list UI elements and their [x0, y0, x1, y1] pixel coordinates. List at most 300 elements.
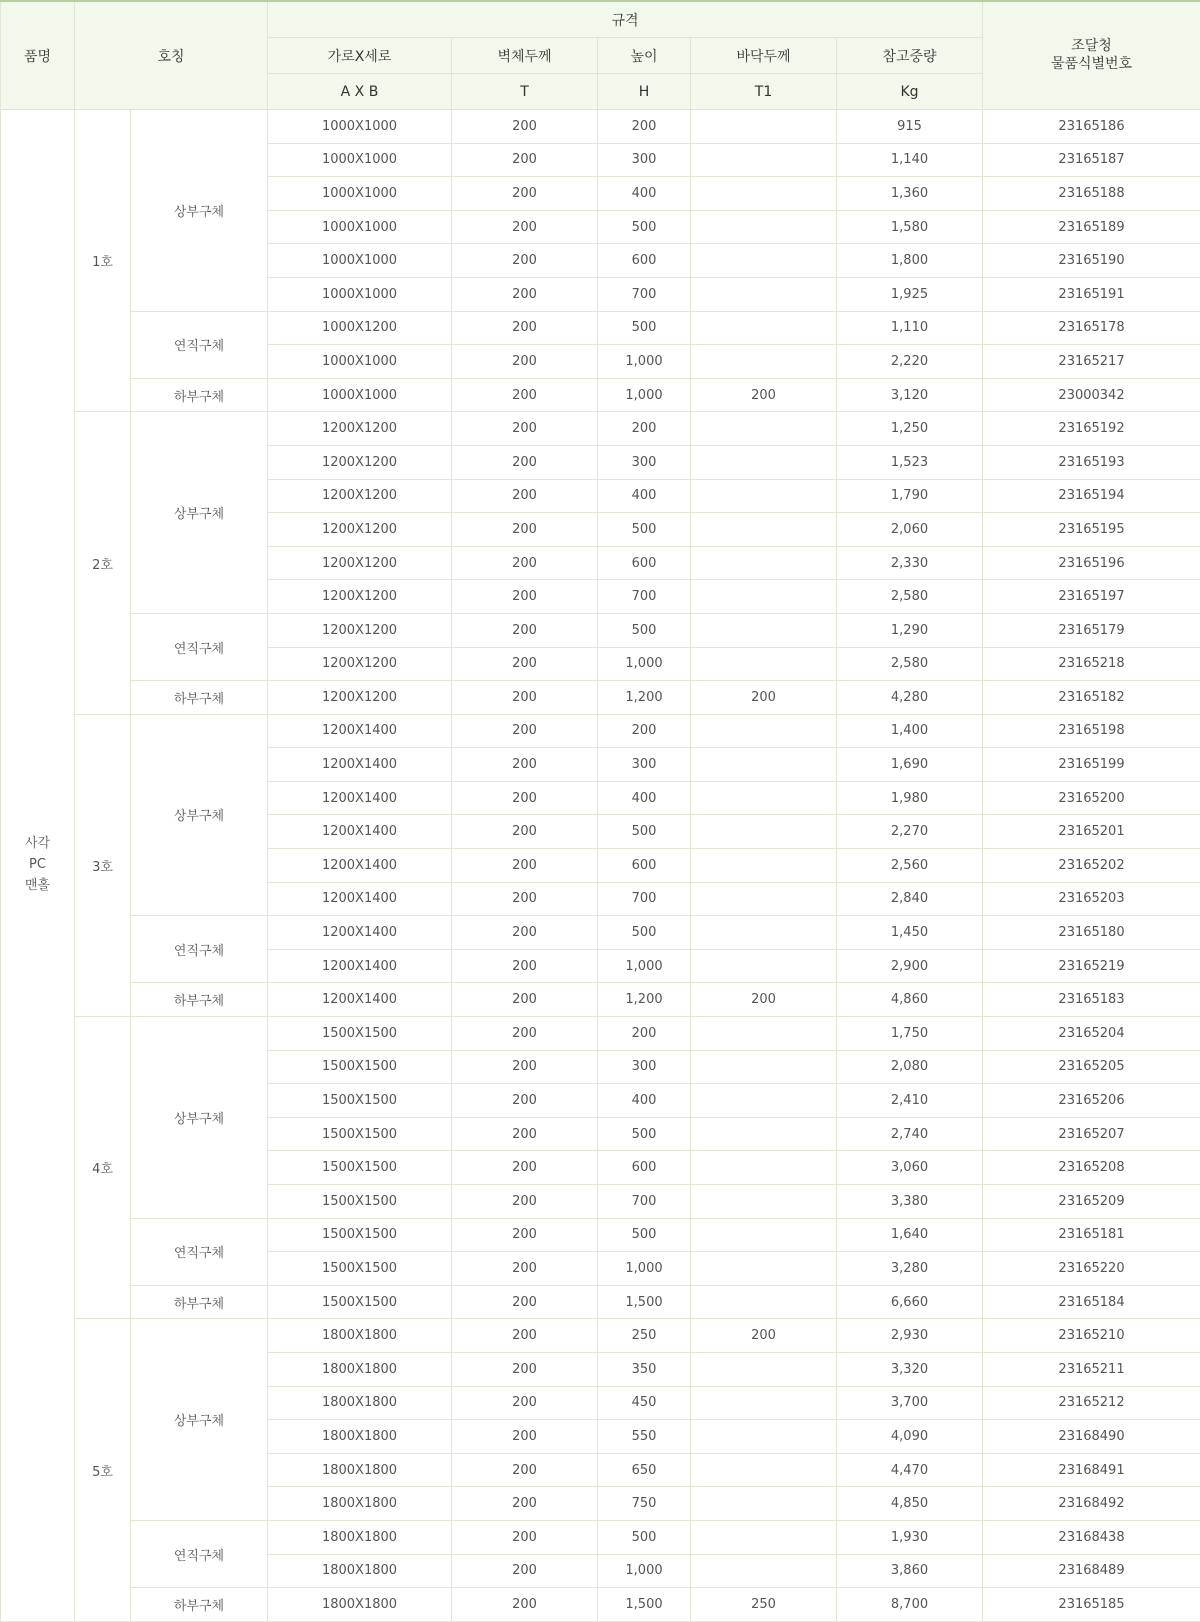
procurement-id-cell: 23165208	[983, 1151, 1200, 1185]
dimension-cell: 1500X1500	[268, 1117, 452, 1151]
wall-cell: 200	[452, 849, 598, 883]
wall-cell: 200	[452, 210, 598, 244]
dimension-cell: 1200X1200	[268, 412, 452, 446]
weight-cell: 3,060	[837, 1151, 983, 1185]
dimension-cell: 1000X1000	[268, 345, 452, 379]
weight-cell: 2,840	[837, 882, 983, 916]
height-cell: 700	[598, 882, 691, 916]
procurement-id-cell: 23165209	[983, 1185, 1200, 1219]
dimension-cell: 1200X1400	[268, 983, 452, 1017]
height-cell: 1,000	[598, 647, 691, 681]
height-cell: 450	[598, 1386, 691, 1420]
weight-cell: 1,250	[837, 412, 983, 446]
wall-cell: 200	[452, 748, 598, 782]
dimension-cell: 1800X1800	[268, 1319, 452, 1353]
dimension-cell: 1200X1400	[268, 882, 452, 916]
table-row	[1, 613, 1200, 647]
table-row	[1, 378, 1200, 412]
weight-cell: 1,930	[837, 1520, 983, 1554]
header-designation: 호칭	[75, 1, 268, 110]
floor-cell	[691, 546, 837, 580]
weight-cell: 8,700	[837, 1588, 983, 1622]
floor-cell	[691, 412, 837, 446]
dimension-cell: 1000X1000	[268, 143, 452, 177]
dimension-cell: 1200X1400	[268, 949, 452, 983]
floor-cell	[691, 1487, 837, 1521]
designation-cell: 4호	[75, 1017, 131, 1319]
dimension-cell: 1200X1400	[268, 815, 452, 849]
height-cell: 500	[598, 815, 691, 849]
header-weight: 참고중량	[837, 38, 983, 74]
weight-cell: 3,280	[837, 1252, 983, 1286]
height-cell: 1,200	[598, 983, 691, 1017]
wall-cell: 200	[452, 378, 598, 412]
procurement-id-cell: 23165212	[983, 1386, 1200, 1420]
procurement-id-cell: 23168438	[983, 1520, 1200, 1554]
procurement-id-cell: 23165190	[983, 244, 1200, 278]
wall-cell: 200	[452, 143, 598, 177]
height-cell: 700	[598, 277, 691, 311]
dimension-cell: 1500X1500	[268, 1151, 452, 1185]
weight-cell: 3,320	[837, 1352, 983, 1386]
floor-cell	[691, 748, 837, 782]
table-body	[1, 110, 1200, 1622]
floor-cell	[691, 1352, 837, 1386]
floor-cell	[691, 1252, 837, 1286]
height-cell: 500	[598, 1218, 691, 1252]
wall-cell: 200	[452, 1252, 598, 1286]
height-cell: 1,000	[598, 378, 691, 412]
table-row	[1, 681, 1200, 715]
wall-cell: 200	[452, 1017, 598, 1051]
weight-cell: 2,060	[837, 513, 983, 547]
procurement-id-cell: 23165220	[983, 1252, 1200, 1286]
floor-cell	[691, 849, 837, 883]
header-procurement-id	[983, 1, 1200, 110]
procurement-id-cell: 23000342	[983, 378, 1200, 412]
height-cell: 1,500	[598, 1285, 691, 1319]
dimension-cell: 1500X1500	[268, 1017, 452, 1051]
part-type-cell: 연직구체	[131, 916, 268, 983]
height-cell: 700	[598, 1185, 691, 1219]
height-cell: 300	[598, 1050, 691, 1084]
wall-cell: 200	[452, 1420, 598, 1454]
dimension-cell: 1000X1000	[268, 244, 452, 278]
dimension-cell: 1000X1000	[268, 177, 452, 211]
weight-cell: 1,790	[837, 479, 983, 513]
floor-cell	[691, 1554, 837, 1588]
height-cell: 1,000	[598, 1252, 691, 1286]
procurement-id-cell: 23165186	[983, 110, 1200, 144]
table-row	[1, 1218, 1200, 1252]
weight-cell: 4,470	[837, 1453, 983, 1487]
wall-cell: 200	[452, 916, 598, 950]
weight-cell: 2,330	[837, 546, 983, 580]
weight-cell: 1,290	[837, 613, 983, 647]
wall-cell: 200	[452, 177, 598, 211]
height-cell: 400	[598, 1084, 691, 1118]
header-weight-unit: Kg	[837, 74, 983, 110]
part-type-cell: 상부구체	[131, 1017, 268, 1219]
height-cell: 200	[598, 714, 691, 748]
weight-cell: 1,750	[837, 1017, 983, 1051]
height-cell: 500	[598, 1520, 691, 1554]
weight-cell: 2,740	[837, 1117, 983, 1151]
dimension-cell: 1000X1000	[268, 210, 452, 244]
procurement-id-cell: 23165181	[983, 1218, 1200, 1252]
procurement-id-cell: 23165197	[983, 580, 1200, 614]
part-type-cell: 상부구체	[131, 412, 268, 614]
weight-cell: 3,860	[837, 1554, 983, 1588]
weight-cell: 6,660	[837, 1285, 983, 1319]
weight-cell: 1,450	[837, 916, 983, 950]
procurement-id-cell: 23168491	[983, 1453, 1200, 1487]
height-cell: 700	[598, 580, 691, 614]
part-type-cell: 연직구체	[131, 1520, 268, 1587]
weight-cell: 2,930	[837, 1319, 983, 1353]
weight-cell: 1,690	[837, 748, 983, 782]
height-cell: 600	[598, 1151, 691, 1185]
part-type-cell: 연직구체	[131, 1218, 268, 1285]
procurement-id-cell: 23165217	[983, 345, 1200, 379]
floor-cell	[691, 513, 837, 547]
wall-cell: 200	[452, 613, 598, 647]
dimension-cell: 1800X1800	[268, 1386, 452, 1420]
wall-cell: 200	[452, 681, 598, 715]
procurement-id-cell: 23165193	[983, 445, 1200, 479]
wall-cell: 200	[452, 546, 598, 580]
procurement-id-cell: 23165207	[983, 1117, 1200, 1151]
dimension-cell: 1200X1200	[268, 681, 452, 715]
procurement-id-cell: 23165195	[983, 513, 1200, 547]
procurement-id-cell: 23165194	[983, 479, 1200, 513]
floor-cell	[691, 1117, 837, 1151]
procurement-id-cell: 23165179	[983, 613, 1200, 647]
height-cell: 300	[598, 445, 691, 479]
dimension-cell: 1200X1400	[268, 714, 452, 748]
weight-cell: 1,580	[837, 210, 983, 244]
weight-cell: 3,700	[837, 1386, 983, 1420]
weight-cell: 1,925	[837, 277, 983, 311]
dimension-cell: 1200X1200	[268, 546, 452, 580]
floor-cell	[691, 1520, 837, 1554]
wall-cell: 200	[452, 1453, 598, 1487]
height-cell: 500	[598, 1117, 691, 1151]
weight-cell: 1,800	[837, 244, 983, 278]
part-type-cell: 상부구체	[131, 110, 268, 312]
dimension-cell: 1800X1800	[268, 1420, 452, 1454]
weight-cell: 2,220	[837, 345, 983, 379]
floor-cell	[691, 580, 837, 614]
header-product-name: 품명	[1, 1, 75, 110]
table-row	[1, 983, 1200, 1017]
dimension-cell: 1000X1000	[268, 277, 452, 311]
table-row	[1, 1319, 1200, 1353]
floor-cell	[691, 1050, 837, 1084]
height-cell: 300	[598, 143, 691, 177]
floor-cell	[691, 1151, 837, 1185]
dimension-cell: 1000X1200	[268, 311, 452, 345]
table-header	[1, 1, 1200, 110]
procurement-id-cell: 23165178	[983, 311, 1200, 345]
wall-cell: 200	[452, 580, 598, 614]
dimension-cell: 1800X1800	[268, 1487, 452, 1521]
weight-cell: 1,360	[837, 177, 983, 211]
wall-cell: 200	[452, 949, 598, 983]
procurement-id-cell: 23165187	[983, 143, 1200, 177]
height-cell: 1,000	[598, 949, 691, 983]
wall-cell: 200	[452, 647, 598, 681]
table-row	[1, 412, 1200, 446]
procurement-id-cell: 23165180	[983, 916, 1200, 950]
procurement-id-cell: 23165192	[983, 412, 1200, 446]
header-height: 높이	[598, 38, 691, 74]
floor-cell: 200	[691, 1319, 837, 1353]
weight-cell: 1,640	[837, 1218, 983, 1252]
procurement-id-cell: 23165184	[983, 1285, 1200, 1319]
dimension-cell: 1800X1800	[268, 1352, 452, 1386]
wall-cell: 200	[452, 110, 598, 144]
floor-cell	[691, 613, 837, 647]
weight-cell: 2,900	[837, 949, 983, 983]
weight-cell: 2,560	[837, 849, 983, 883]
floor-cell	[691, 177, 837, 211]
weight-cell: 2,270	[837, 815, 983, 849]
product-name-line: 맨홀	[25, 878, 50, 893]
height-cell: 400	[598, 781, 691, 815]
procurement-id-cell: 23168492	[983, 1487, 1200, 1521]
part-type-cell: 하부구체	[131, 1588, 268, 1622]
height-cell: 500	[598, 513, 691, 547]
table-row	[1, 714, 1200, 748]
dimension-cell: 1500X1500	[268, 1050, 452, 1084]
procurement-id-cell: 23165205	[983, 1050, 1200, 1084]
floor-cell: 200	[691, 681, 837, 715]
height-cell: 350	[598, 1352, 691, 1386]
height-cell: 400	[598, 177, 691, 211]
floor-cell	[691, 445, 837, 479]
dimension-cell: 1200X1400	[268, 748, 452, 782]
floor-cell	[691, 882, 837, 916]
procurement-id-cell: 23165211	[983, 1352, 1200, 1386]
floor-cell	[691, 143, 837, 177]
height-cell: 1,200	[598, 681, 691, 715]
weight-cell: 4,860	[837, 983, 983, 1017]
height-cell: 200	[598, 412, 691, 446]
weight-cell: 1,400	[837, 714, 983, 748]
wall-cell: 200	[452, 1319, 598, 1353]
product-name-line: PC	[29, 857, 46, 872]
designation-cell: 1호	[75, 110, 131, 412]
part-type-cell: 상부구체	[131, 714, 268, 916]
dimension-cell: 1200X1200	[268, 580, 452, 614]
weight-cell: 2,080	[837, 1050, 983, 1084]
wall-cell: 200	[452, 1554, 598, 1588]
procurement-id-cell: 23165219	[983, 949, 1200, 983]
procurement-id-cell: 23165188	[983, 177, 1200, 211]
procurement-id-cell: 23165196	[983, 546, 1200, 580]
dimension-cell: 1200X1200	[268, 445, 452, 479]
wall-cell: 200	[452, 1520, 598, 1554]
product-name-line: 사각	[25, 836, 50, 851]
header-floor-thickness: 바닥두께	[691, 38, 837, 74]
table-row	[1, 1520, 1200, 1554]
product-name-cell	[1, 110, 75, 1622]
floor-cell	[691, 1218, 837, 1252]
wall-cell: 200	[452, 1588, 598, 1622]
height-cell: 500	[598, 311, 691, 345]
dimension-cell: 1200X1200	[268, 647, 452, 681]
dimension-cell: 1000X1000	[268, 110, 452, 144]
wall-cell: 200	[452, 714, 598, 748]
floor-cell	[691, 244, 837, 278]
dimension-cell: 1500X1500	[268, 1252, 452, 1286]
dimension-cell: 1200X1200	[268, 613, 452, 647]
floor-cell	[691, 1084, 837, 1118]
wall-cell: 200	[452, 1218, 598, 1252]
weight-cell: 1,110	[837, 311, 983, 345]
height-cell: 500	[598, 916, 691, 950]
weight-cell: 2,410	[837, 1084, 983, 1118]
wall-cell: 200	[452, 513, 598, 547]
floor-cell	[691, 110, 837, 144]
floor-cell: 200	[691, 378, 837, 412]
header-spec-group: 규격	[268, 1, 983, 38]
floor-cell	[691, 1185, 837, 1219]
floor-cell	[691, 647, 837, 681]
floor-cell	[691, 345, 837, 379]
floor-cell	[691, 781, 837, 815]
wall-cell: 200	[452, 345, 598, 379]
weight-cell: 4,850	[837, 1487, 983, 1521]
weight-cell: 1,980	[837, 781, 983, 815]
wall-cell: 200	[452, 1151, 598, 1185]
wall-cell: 200	[452, 983, 598, 1017]
height-cell: 600	[598, 546, 691, 580]
dimension-cell: 1200X1400	[268, 781, 452, 815]
designation-cell: 2호	[75, 412, 131, 714]
wall-cell: 200	[452, 1084, 598, 1118]
procurement-id-cell: 23165198	[983, 714, 1200, 748]
procurement-id-cell: 23165202	[983, 849, 1200, 883]
header-height-symbol: H	[598, 74, 691, 110]
dimension-cell: 1500X1500	[268, 1084, 452, 1118]
wall-cell: 200	[452, 815, 598, 849]
dimension-cell: 1000X1000	[268, 378, 452, 412]
table-row	[1, 311, 1200, 345]
wall-cell: 200	[452, 1352, 598, 1386]
floor-cell	[691, 311, 837, 345]
dimension-cell: 1200X1400	[268, 916, 452, 950]
floor-cell	[691, 1453, 837, 1487]
table-row	[1, 110, 1200, 144]
wall-cell: 200	[452, 1117, 598, 1151]
height-cell: 1,000	[598, 1554, 691, 1588]
height-cell: 550	[598, 1420, 691, 1454]
part-type-cell: 상부구체	[131, 1319, 268, 1521]
wall-cell: 200	[452, 479, 598, 513]
floor-cell	[691, 1017, 837, 1051]
wall-cell: 200	[452, 244, 598, 278]
floor-cell	[691, 1420, 837, 1454]
weight-cell: 915	[837, 110, 983, 144]
table-row	[1, 1017, 1200, 1051]
part-type-cell: 연직구체	[131, 613, 268, 680]
dimension-cell: 1200X1200	[268, 513, 452, 547]
procurement-id-cell: 23165204	[983, 1017, 1200, 1051]
height-cell: 1,000	[598, 345, 691, 379]
floor-cell: 200	[691, 983, 837, 1017]
weight-cell: 3,120	[837, 378, 983, 412]
wall-cell: 200	[452, 1386, 598, 1420]
dimension-cell: 1500X1500	[268, 1185, 452, 1219]
wall-cell: 200	[452, 882, 598, 916]
weight-cell: 1,523	[837, 445, 983, 479]
header-wall-symbol: T	[452, 74, 598, 110]
floor-cell	[691, 1285, 837, 1319]
dimension-cell: 1200X1200	[268, 479, 452, 513]
dimension-cell: 1500X1500	[268, 1218, 452, 1252]
dimension-cell: 1800X1800	[268, 1453, 452, 1487]
part-type-cell: 하부구체	[131, 983, 268, 1017]
part-type-cell: 하부구체	[131, 378, 268, 412]
weight-cell: 2,580	[837, 580, 983, 614]
procurement-id-cell: 23165183	[983, 983, 1200, 1017]
weight-cell: 3,380	[837, 1185, 983, 1219]
height-cell: 650	[598, 1453, 691, 1487]
wall-cell: 200	[452, 445, 598, 479]
designation-cell: 5호	[75, 1319, 131, 1621]
floor-cell	[691, 1386, 837, 1420]
height-cell: 600	[598, 244, 691, 278]
floor-cell	[691, 949, 837, 983]
dimension-cell: 1800X1800	[268, 1520, 452, 1554]
wall-cell: 200	[452, 311, 598, 345]
dimension-cell: 1500X1500	[268, 1285, 452, 1319]
header-wall-thickness: 벽체두께	[452, 38, 598, 74]
height-cell: 750	[598, 1487, 691, 1521]
dimension-cell: 1800X1800	[268, 1588, 452, 1622]
header-floor-symbol: T1	[691, 74, 837, 110]
height-cell: 500	[598, 210, 691, 244]
height-cell: 1,500	[598, 1588, 691, 1622]
procurement-id-cell: 23165218	[983, 647, 1200, 681]
height-cell: 400	[598, 479, 691, 513]
procurement-id-cell: 23165185	[983, 1588, 1200, 1622]
floor-cell	[691, 714, 837, 748]
table-row	[1, 1285, 1200, 1319]
procurement-id-cell: 23165200	[983, 781, 1200, 815]
floor-cell	[691, 277, 837, 311]
dimension-cell: 1800X1800	[268, 1554, 452, 1588]
height-cell: 300	[598, 748, 691, 782]
height-cell: 200	[598, 1017, 691, 1051]
procurement-id-cell: 23168490	[983, 1420, 1200, 1454]
weight-cell: 2,580	[837, 647, 983, 681]
procurement-id-cell: 23165210	[983, 1319, 1200, 1353]
height-cell: 250	[598, 1319, 691, 1353]
header-procurement-line1: 조달청	[1071, 38, 1112, 54]
height-cell: 500	[598, 613, 691, 647]
header-procurement-line2: 물품식별번호	[1051, 56, 1132, 72]
wall-cell: 200	[452, 1050, 598, 1084]
dimension-cell: 1200X1400	[268, 849, 452, 883]
procurement-id-cell: 23165206	[983, 1084, 1200, 1118]
procurement-id-cell: 23165189	[983, 210, 1200, 244]
wall-cell: 200	[452, 1185, 598, 1219]
wall-cell: 200	[452, 277, 598, 311]
floor-cell	[691, 210, 837, 244]
